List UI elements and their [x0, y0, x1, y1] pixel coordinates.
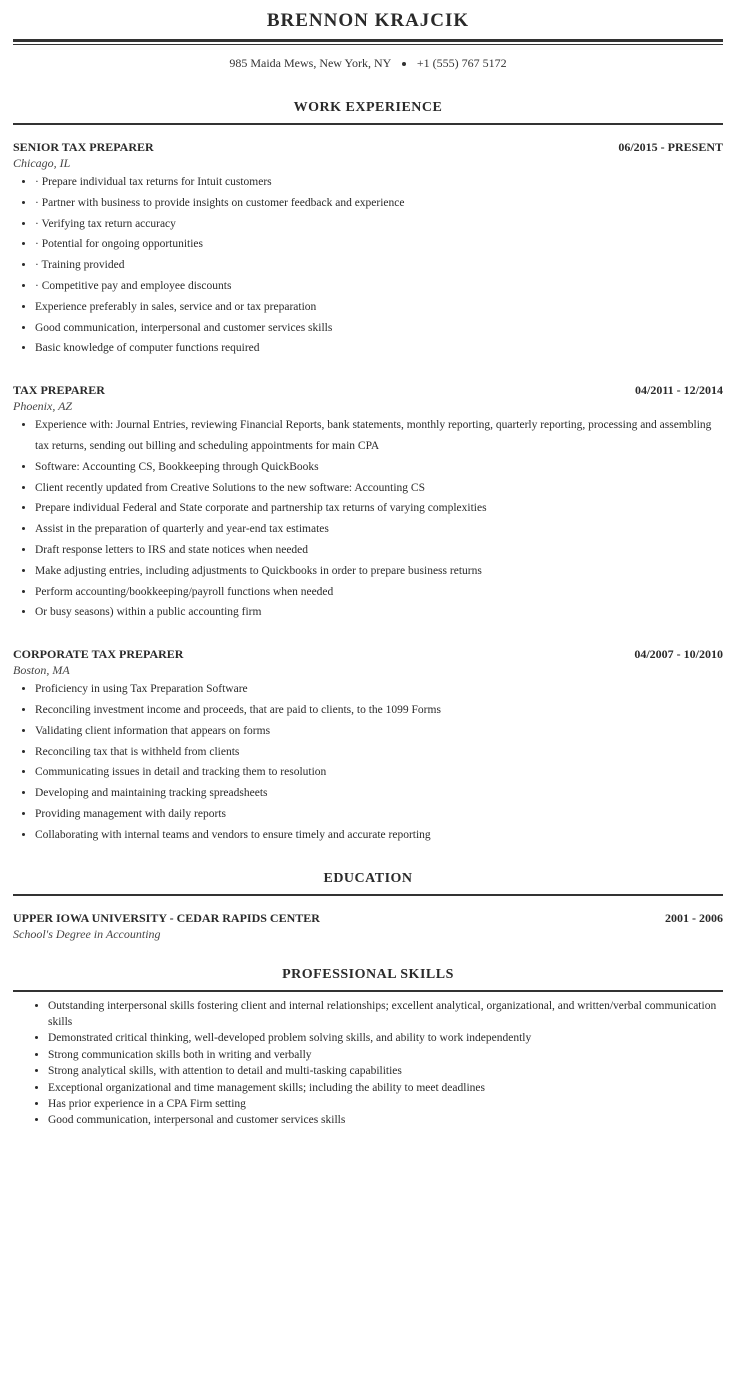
resume-page [13, 0, 723, 1129]
section-title-education: EDUCATION [323, 870, 413, 886]
contact-phone: +1 (555) 767 5172 [416, 56, 507, 70]
list-item: • Strong analytical skills, with attention to detail and multi-tasking capabilities [48, 1063, 723, 1079]
contact-line [13, 55, 723, 71]
list-item: • Perform accounting/bookkeeping/payroll functions when needed [35, 582, 723, 603]
job-dates: 04/2011 - 12/2014 [634, 383, 723, 398]
job-location: Chicago, IL [13, 156, 71, 170]
list-item: • Outstanding interpersonal skills fostering client and internal relationships; excellent analytical, organizational, and written/verbal communication skills [48, 998, 723, 1031]
list-item: • Assist in the preparation of quarterly and year-end tax estimates [35, 519, 723, 540]
list-item: • Prepare individual Federal and State corporate and partnership tax returns of varying complexities [35, 498, 723, 519]
education-section [13, 870, 723, 942]
education-entry [13, 910, 723, 942]
list-item: • Communicating issues in detail and tracking them to resolution [35, 762, 723, 783]
skills-list [13, 998, 723, 1129]
section-divider [13, 123, 723, 125]
list-item: • Or busy seasons) within a public accounting firm [35, 602, 723, 623]
job-header [13, 646, 723, 662]
list-item: • Basic knowledge of computer functions required [35, 338, 723, 359]
list-item: • Make adjusting entries, including adjustments to Quickbooks in order to prepare business returns [35, 561, 723, 582]
education-header [13, 910, 723, 926]
job-location: Phoenix, AZ [13, 399, 73, 414]
list-item: • Good communication, interpersonal and customer services skills [48, 1112, 723, 1128]
section-divider [13, 990, 723, 992]
list-item: • Developing and maintaining tracking spreadsheets [35, 783, 723, 804]
job-entry [13, 646, 723, 845]
job-title: CORPORATE TAX PREPARER [13, 647, 184, 662]
job-header [13, 382, 723, 398]
list-item: • · Training provided [35, 255, 723, 276]
candidate-name: BRENNON KRAJCIK [266, 10, 470, 31]
list-item: • Validating client information that appears on forms [35, 721, 723, 742]
list-item: • Proficiency in using Tax Preparation Software [35, 679, 723, 700]
list-item: • · Prepare individual tax returns for Intuit customers [35, 172, 723, 193]
job-title: SENIOR TAX PREPARER [13, 140, 154, 154]
list-item: • · Potential for ongoing opportunities [35, 234, 723, 255]
degree: School's Degree in Accounting [13, 926, 161, 941]
list-item: • Experience preferably in sales, service and or tax preparation [35, 297, 723, 318]
list-item: • Reconciling tax that is withheld from clients [35, 742, 723, 763]
work-experience-section [13, 99, 723, 846]
list-item: • Reconciling investment income and proceeds, that are paid to clients, to the 1099 Forms [35, 700, 723, 721]
list-item: • Software: Accounting CS, Bookkeeping through QuickBooks [35, 457, 723, 478]
job-bullet-list [13, 415, 723, 623]
list-item: • · Competitive pay and employee discounts [35, 276, 723, 297]
job-title: TAX PREPARER [13, 383, 105, 398]
job-dates: 04/2007 - 10/2010 [634, 647, 723, 662]
section-title-work-experience: WORK EXPERIENCE [293, 100, 443, 115]
header-divider-thin [13, 44, 723, 45]
section-divider [13, 894, 723, 896]
resume-header [13, 10, 723, 71]
header-divider-thick [13, 39, 723, 42]
separator-dot-icon [402, 62, 406, 66]
job-bullet-list [13, 172, 723, 359]
school-name: UPPER IOWA UNIVERSITY - CEDAR RAPIDS CENTER [13, 910, 320, 925]
education-dates: 2001 - 2006 [665, 910, 723, 925]
job-header [13, 139, 723, 155]
list-item: • Good communication, interpersonal and customer services skills [35, 318, 723, 339]
section-title-professional-skills: PROFESSIONAL SKILLS [282, 966, 454, 982]
job-bullet-list [13, 679, 723, 845]
list-item: • Exceptional organizational and time management skills; including the ability to meet deadlines [48, 1080, 723, 1096]
list-item: • Providing management with daily reports [35, 804, 723, 825]
contact-address: 985 Maida Mews, New York, NY [229, 56, 391, 70]
job-location: Boston, MA [13, 663, 70, 678]
skills-section [13, 966, 723, 1129]
list-item: • Draft response letters to IRS and state notices when needed [35, 540, 723, 561]
list-item: • · Verifying tax return accuracy [35, 214, 723, 235]
list-item: • Client recently updated from Creative Solutions to the new software: Accounting CS [35, 478, 723, 499]
list-item: • Strong communication skills both in writing and verbally [48, 1047, 723, 1063]
list-item: • · Partner with business to provide insights on customer feedback and experience [35, 193, 723, 214]
job-dates: 06/2015 - PRESENT [618, 140, 723, 154]
job-entry [13, 139, 723, 359]
list-item: • Has prior experience in a CPA Firm setting [48, 1096, 723, 1112]
list-item: • Collaborating with internal teams and vendors to ensure timely and accurate reporting [35, 825, 723, 846]
list-item: • Demonstrated critical thinking, well-developed problem solving skills, and ability to work independently [48, 1030, 723, 1046]
list-item: • Experience with: Journal Entries, reviewing Financial Reports, bank statements, monthly reporting, quarterly reporting, processing and assembling tax returns, sending out billing and scheduling appointments for main CPA [35, 415, 723, 457]
job-entry [13, 382, 723, 623]
